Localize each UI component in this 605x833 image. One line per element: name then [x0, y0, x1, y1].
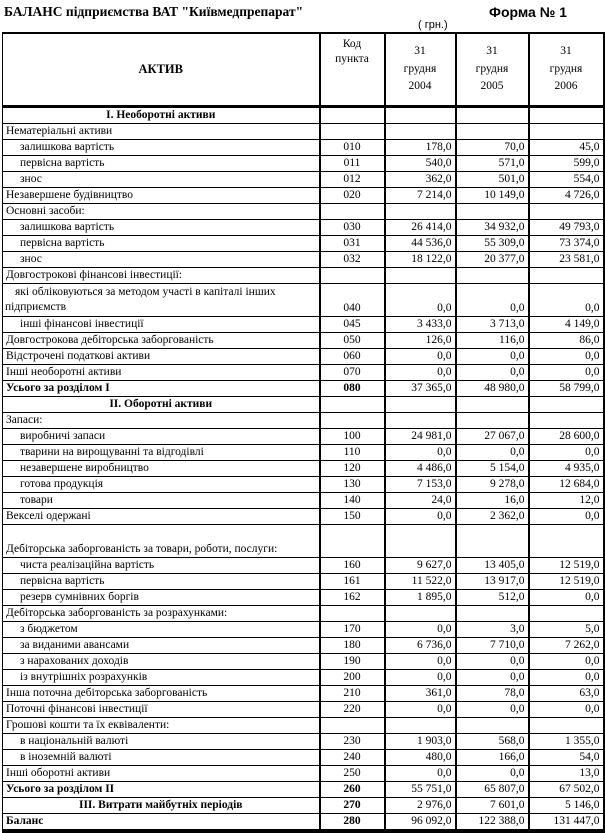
row-value-cell: 26 414,0 [385, 220, 456, 236]
row-label-cell: із внутрішніх розрахунків [3, 670, 320, 686]
row-value-cell: 73 374,0 [529, 236, 604, 252]
table-row [3, 188, 604, 204]
row-value-cell: 0,0 [385, 445, 456, 461]
row-value-cell [529, 525, 604, 558]
table-row [3, 606, 604, 622]
row-value-cell [456, 718, 529, 734]
row-value-cell: 0,0 [385, 365, 456, 381]
table-row [3, 718, 604, 734]
row-code-cell: 180 [320, 638, 385, 654]
row-code-cell: 161 [320, 574, 385, 590]
row-value-cell [385, 413, 456, 429]
row-code-cell: 280 [320, 814, 385, 832]
row-value-cell: 55 309,0 [456, 236, 529, 252]
row-code-cell [320, 525, 385, 558]
row-value-cell: 10 149,0 [456, 188, 529, 204]
row-value-cell [529, 606, 604, 622]
table-row [3, 654, 604, 670]
row-value-cell: 67 502,0 [529, 782, 604, 798]
row-value-cell: 540,0 [385, 156, 456, 172]
table-row [3, 397, 604, 413]
row-value-cell: 0,0 [529, 509, 604, 525]
row-label-cell: Нематеріальні активи [3, 124, 320, 140]
table-row [3, 670, 604, 686]
row-value-cell [456, 268, 529, 284]
row-code-cell: 250 [320, 766, 385, 782]
row-value-cell: 7 710,0 [456, 638, 529, 654]
row-value-cell: 0,0 [385, 284, 456, 317]
table-row [3, 156, 604, 172]
row-value-cell: 0,0 [529, 590, 604, 606]
row-value-cell [529, 397, 604, 413]
row-label-cell: II. Оборотні активи [3, 397, 320, 413]
row-code-cell: 160 [320, 558, 385, 574]
row-value-cell: 0,0 [456, 702, 529, 718]
row-code-cell: 240 [320, 750, 385, 766]
row-label-cell: Інші необоротні активи [3, 365, 320, 381]
row-value-cell: 96 092,0 [385, 814, 456, 832]
row-value-cell: 501,0 [456, 172, 529, 188]
column-header-year-2006: 31 грудня 2006 [529, 33, 604, 107]
table-row [3, 477, 604, 493]
row-value-cell [456, 107, 529, 124]
row-value-cell: 34 932,0 [456, 220, 529, 236]
table-row [3, 750, 604, 766]
row-value-cell: 37 365,0 [385, 381, 456, 397]
row-value-cell: 2 976,0 [385, 798, 456, 814]
row-value-cell [529, 268, 604, 284]
table-row [3, 493, 604, 509]
row-code-cell: 210 [320, 686, 385, 702]
row-value-cell [456, 397, 529, 413]
row-value-cell: 6 736,0 [385, 638, 456, 654]
table-row [3, 333, 604, 349]
row-value-cell: 0,0 [456, 445, 529, 461]
row-label-cell: Інші оборотні активи [3, 766, 320, 782]
row-code-cell [320, 606, 385, 622]
row-label-cell: Незавершене будівництво [3, 188, 320, 204]
balance-sheet-table [2, 32, 605, 833]
row-value-cell: 7 601,0 [456, 798, 529, 814]
row-label-cell: з нарахованих доходів [3, 654, 320, 670]
row-label-cell: знос [3, 172, 320, 188]
row-value-cell: 1 903,0 [385, 734, 456, 750]
row-label-cell: Усього за розділом II [3, 782, 320, 798]
row-value-cell: 49 793,0 [529, 220, 604, 236]
table-row [3, 429, 604, 445]
row-code-cell: 070 [320, 365, 385, 381]
table-row [3, 349, 604, 365]
row-value-cell: 7 153,0 [385, 477, 456, 493]
row-value-cell: 63,0 [529, 686, 604, 702]
row-value-cell: 0,0 [529, 445, 604, 461]
table-row [3, 124, 604, 140]
row-value-cell: 12 519,0 [529, 558, 604, 574]
table-row [3, 220, 604, 236]
row-label-cell: Інша поточна дебіторська заборгованість [3, 686, 320, 702]
row-label-cell: первісна вартість [3, 236, 320, 252]
header-row [3, 33, 604, 107]
row-label-cell: з бюджетом [3, 622, 320, 638]
row-value-cell: 0,0 [529, 670, 604, 686]
row-value-cell: 11 522,0 [385, 574, 456, 590]
row-value-cell: 12 684,0 [529, 477, 604, 493]
row-value-cell: 5,0 [529, 622, 604, 638]
row-value-cell: 122 388,0 [456, 814, 529, 832]
row-value-cell: 44 536,0 [385, 236, 456, 252]
row-label-cell: Поточні фінансові інвестиції [3, 702, 320, 718]
row-value-cell: 166,0 [456, 750, 529, 766]
row-code-cell: 260 [320, 782, 385, 798]
row-value-cell: 13,0 [529, 766, 604, 782]
row-label-cell: III. Витрати майбутніх періодів [3, 798, 320, 814]
row-label-cell: виробничі запаси [3, 429, 320, 445]
table-row [3, 686, 604, 702]
row-value-cell [529, 107, 604, 124]
row-value-cell: 0,0 [529, 349, 604, 365]
table-row [3, 782, 604, 798]
row-label-cell: в національній валюті [3, 734, 320, 750]
row-value-cell: 0,0 [456, 365, 529, 381]
row-value-cell: 4 726,0 [529, 188, 604, 204]
row-value-cell: 12,0 [529, 493, 604, 509]
row-value-cell: 571,0 [456, 156, 529, 172]
row-value-cell: 126,0 [385, 333, 456, 349]
table-row [3, 445, 604, 461]
row-value-cell: 4 486,0 [385, 461, 456, 477]
table-row [3, 381, 604, 397]
table-row [3, 268, 604, 284]
code-header-line1: Код [342, 38, 362, 50]
row-label-cell: Векселі одержані [3, 509, 320, 525]
row-code-cell: 170 [320, 622, 385, 638]
row-value-cell: 0,0 [385, 349, 456, 365]
row-code-cell: 012 [320, 172, 385, 188]
code-header-line2: пункта [335, 53, 369, 65]
row-value-cell [385, 124, 456, 140]
table-row [3, 798, 604, 814]
row-code-cell: 045 [320, 317, 385, 333]
row-label-cell: знос [3, 252, 320, 268]
row-value-cell: 13 917,0 [456, 574, 529, 590]
row-value-cell: 2 362,0 [456, 509, 529, 525]
row-value-cell [456, 124, 529, 140]
row-value-cell: 0,0 [385, 670, 456, 686]
row-value-cell: 0,0 [456, 349, 529, 365]
row-value-cell: 0,0 [529, 284, 604, 317]
row-code-cell: 031 [320, 236, 385, 252]
row-value-cell [385, 606, 456, 622]
row-value-cell: 86,0 [529, 333, 604, 349]
table-row [3, 558, 604, 574]
row-code-cell: 120 [320, 461, 385, 477]
row-label-cell: чиста реалізаційна вартість [3, 558, 320, 574]
row-code-cell: 162 [320, 590, 385, 606]
row-code-cell: 040 [320, 284, 385, 317]
row-value-cell: 3 713,0 [456, 317, 529, 333]
table-row [3, 107, 604, 124]
row-code-cell: 050 [320, 333, 385, 349]
row-value-cell [456, 525, 529, 558]
row-code-cell [320, 107, 385, 124]
page-title: БАЛАНС підприємства ВАТ "Київмедпрепарат" [4, 4, 304, 19]
row-value-cell: 13 405,0 [456, 558, 529, 574]
column-header-year-2004: 31 грудня 2004 [385, 33, 456, 107]
row-value-cell: 16,0 [456, 493, 529, 509]
row-code-cell: 200 [320, 670, 385, 686]
row-value-cell: 78,0 [456, 686, 529, 702]
row-code-cell: 270 [320, 798, 385, 814]
row-label-cell: Довгострокова дебіторська заборгованість [3, 333, 320, 349]
table-row [3, 140, 604, 156]
row-code-cell: 150 [320, 509, 385, 525]
column-header-year-2005: 31 грудня 2005 [456, 33, 529, 107]
row-code-cell: 080 [320, 381, 385, 397]
row-value-cell: 1 895,0 [385, 590, 456, 606]
row-value-cell: 554,0 [529, 172, 604, 188]
row-value-cell: 131 447,0 [529, 814, 604, 832]
row-value-cell: 7 214,0 [385, 188, 456, 204]
row-value-cell: 116,0 [456, 333, 529, 349]
row-value-cell [529, 124, 604, 140]
table-row [3, 236, 604, 252]
row-code-cell [320, 413, 385, 429]
row-value-cell: 58 799,0 [529, 381, 604, 397]
row-value-cell: 45,0 [529, 140, 604, 156]
table-row [3, 461, 604, 477]
row-code-cell [320, 268, 385, 284]
form-number-label: Форма № 1 [489, 4, 567, 20]
row-value-cell: 0,0 [385, 766, 456, 782]
row-code-cell: 100 [320, 429, 385, 445]
column-header-code [320, 33, 385, 107]
row-value-cell: 27 067,0 [456, 429, 529, 445]
row-value-cell: 568,0 [456, 734, 529, 750]
row-value-cell [456, 606, 529, 622]
row-code-cell: 060 [320, 349, 385, 365]
row-value-cell: 4 935,0 [529, 461, 604, 477]
row-label-cell: готова продукція [3, 477, 320, 493]
row-value-cell [529, 413, 604, 429]
row-value-cell: 4 149,0 [529, 317, 604, 333]
table-row [3, 702, 604, 718]
row-value-cell [385, 525, 456, 558]
row-label-cell: тварини на вирощуванні та відгодівлі [3, 445, 320, 461]
row-value-cell: 7 262,0 [529, 638, 604, 654]
row-label-cell: товари [3, 493, 320, 509]
row-value-cell: 28 600,0 [529, 429, 604, 445]
row-value-cell: 0,0 [456, 670, 529, 686]
row-value-cell: 0,0 [456, 284, 529, 317]
row-value-cell [385, 204, 456, 220]
row-code-cell [320, 397, 385, 413]
row-label-cell: залишкова вартість [3, 220, 320, 236]
row-value-cell: 12 519,0 [529, 574, 604, 590]
row-value-cell: 54,0 [529, 750, 604, 766]
table-row [3, 365, 604, 381]
table-row [3, 766, 604, 782]
row-label-cell: незавершене виробництво [3, 461, 320, 477]
row-value-cell: 23 581,0 [529, 252, 604, 268]
row-label-cell: Запаси: [3, 413, 320, 429]
table-row [3, 317, 604, 333]
table-row [3, 413, 604, 429]
row-code-cell: 032 [320, 252, 385, 268]
row-label-cell: Баланс [3, 814, 320, 832]
row-value-cell [529, 718, 604, 734]
row-code-cell: 020 [320, 188, 385, 204]
row-label-cell: Дебіторська заборгованість за розрахунками: [3, 606, 320, 622]
row-value-cell [456, 413, 529, 429]
row-value-cell: 0,0 [385, 509, 456, 525]
row-label-cell: Відстрочені податкові активи [3, 349, 320, 365]
row-value-cell: 65 807,0 [456, 782, 529, 798]
row-value-cell: 0,0 [385, 702, 456, 718]
row-label-cell: Дебіторська заборгованість за товари, роботи, послуги: [3, 525, 320, 558]
row-code-cell: 110 [320, 445, 385, 461]
row-value-cell [385, 107, 456, 124]
row-label-cell: інші фінансові інвестиції [3, 317, 320, 333]
row-value-cell: 0,0 [529, 702, 604, 718]
title-bar [0, 0, 605, 20]
row-label-cell: Основні засоби: [3, 204, 320, 220]
row-value-cell: 3,0 [456, 622, 529, 638]
row-label-cell: Грошові кошти та їх еквіваленти: [3, 718, 320, 734]
row-value-cell [385, 268, 456, 284]
row-value-cell: 0,0 [456, 766, 529, 782]
row-label-cell: в іноземній валюті [3, 750, 320, 766]
table-row [3, 204, 604, 220]
row-value-cell: 0,0 [529, 654, 604, 670]
row-value-cell [385, 397, 456, 413]
row-label-cell: залишкова вартість [3, 140, 320, 156]
table-row [3, 638, 604, 654]
row-value-cell: 599,0 [529, 156, 604, 172]
table-row [3, 284, 604, 317]
balance-table-body [3, 107, 604, 832]
table-row [3, 172, 604, 188]
row-code-cell [320, 718, 385, 734]
row-value-cell: 1 355,0 [529, 734, 604, 750]
row-label-cell: за виданими авансами [3, 638, 320, 654]
row-label-cell: Усього за розділом I [3, 381, 320, 397]
table-row [3, 622, 604, 638]
row-value-cell: 5 146,0 [529, 798, 604, 814]
row-label-cell: первісна вартість [3, 156, 320, 172]
table-row [3, 590, 604, 606]
row-code-cell: 220 [320, 702, 385, 718]
row-code-cell: 011 [320, 156, 385, 172]
row-value-cell: 0,0 [456, 654, 529, 670]
row-value-cell [385, 718, 456, 734]
row-value-cell: 3 433,0 [385, 317, 456, 333]
table-row [3, 734, 604, 750]
row-value-cell [529, 204, 604, 220]
row-value-cell: 0,0 [385, 622, 456, 638]
row-value-cell: 20 377,0 [456, 252, 529, 268]
row-value-cell: 178,0 [385, 140, 456, 156]
table-row [3, 252, 604, 268]
row-label-cell: I. Необоротні активи [3, 107, 320, 124]
row-value-cell: 55 751,0 [385, 782, 456, 798]
row-code-cell [320, 204, 385, 220]
row-value-cell: 5 154,0 [456, 461, 529, 477]
row-value-cell: 361,0 [385, 686, 456, 702]
row-code-cell [320, 124, 385, 140]
row-code-cell: 140 [320, 493, 385, 509]
row-code-cell: 010 [320, 140, 385, 156]
row-label-cell: резерв сумнівних боргів [3, 590, 320, 606]
table-row [3, 814, 604, 832]
table-row [3, 509, 604, 525]
row-value-cell: 0,0 [529, 365, 604, 381]
row-label-cell: які обліковуються за методом участі в капіталі інших підприємств [3, 284, 320, 317]
row-value-cell: 9 627,0 [385, 558, 456, 574]
row-code-cell: 130 [320, 477, 385, 493]
table-row [3, 525, 604, 558]
row-value-cell: 9 278,0 [456, 477, 529, 493]
row-label-cell: первісна вартість [3, 574, 320, 590]
row-code-cell: 030 [320, 220, 385, 236]
row-value-cell [456, 204, 529, 220]
table-row [3, 574, 604, 590]
row-value-cell: 512,0 [456, 590, 529, 606]
row-value-cell: 24 981,0 [385, 429, 456, 445]
row-value-cell: 0,0 [385, 654, 456, 670]
row-code-cell: 230 [320, 734, 385, 750]
row-value-cell: 70,0 [456, 140, 529, 156]
row-value-cell: 18 122,0 [385, 252, 456, 268]
row-label-cell: Довгострокові фінансові інвестиції: [3, 268, 320, 284]
row-value-cell: 48 980,0 [456, 381, 529, 397]
currency-unit-note: ( грн.) [418, 19, 448, 31]
row-value-cell: 480,0 [385, 750, 456, 766]
row-code-cell: 190 [320, 654, 385, 670]
column-header-aktiv: АКТИВ [3, 33, 320, 107]
row-value-cell: 362,0 [385, 172, 456, 188]
row-value-cell: 24,0 [385, 493, 456, 509]
